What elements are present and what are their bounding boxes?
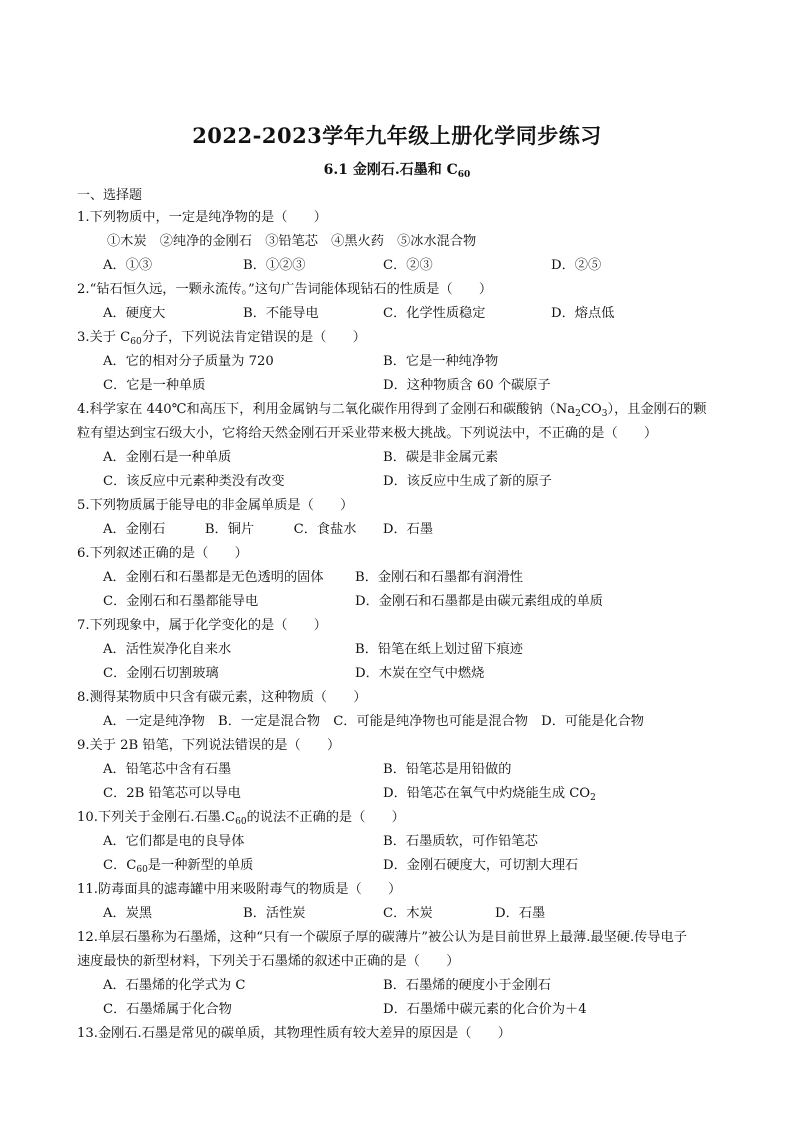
- option-a[interactable]: A．活性炭净化自来水: [103, 642, 232, 657]
- question-1-stem: 1.下列物质中，一定是纯净物的是（ ）: [77, 210, 327, 225]
- stem-text: 4.科学家在 440℃和高压下，利用金属钠与二氧化碳作用得到了金刚石和碳酸钠（Na: [77, 402, 576, 417]
- option-a[interactable]: A．石墨烯的化学式为 C: [103, 978, 246, 993]
- question-8-options[interactable]: A．一定是纯净物 B．一定是混合物 C．可能是纯净物也可能是混合物 D．可能是化合物: [103, 714, 644, 729]
- option-text: C．C: [103, 858, 137, 873]
- option-c[interactable]: C．化学性质稳定: [383, 306, 486, 321]
- question-5-options[interactable]: A．金刚石 B．铜片 C．食盐水 D．石墨: [103, 522, 434, 537]
- option-text: D．铅笔芯在氧气中灼烧能生成 CO: [383, 786, 591, 801]
- stem-text: 10.下列关于金刚石.石墨.C: [77, 810, 236, 825]
- question-4-options-row1: [77, 446, 727, 470]
- option-b[interactable]: B．铅笔芯是用铅做的: [383, 762, 512, 777]
- question-9-options-row2: [77, 782, 727, 806]
- question-4-options-row2: [77, 470, 727, 494]
- stem-text: CO: [580, 402, 602, 417]
- option-d[interactable]: D．木炭在空气中燃烧: [355, 666, 485, 681]
- option-a[interactable]: A．炭黑: [103, 906, 153, 921]
- option-a[interactable]: A．它的相对分子质量为 720: [103, 354, 274, 369]
- stem-subscript: 60: [235, 817, 247, 827]
- option-d[interactable]: D．金刚石和石墨都是由碳元素组成的单质: [355, 594, 603, 609]
- option-c[interactable]: C．金刚石切割玻璃: [103, 666, 219, 681]
- option-d[interactable]: D．这种物质含 60 个碳原子: [383, 378, 551, 393]
- option-d[interactable]: D．熔点低: [551, 306, 615, 321]
- option-a[interactable]: A．铅笔芯中含有石墨: [103, 762, 232, 777]
- question-6-stem: 6.下列叙述正确的是（ ）: [77, 546, 248, 561]
- option-c[interactable]: C．它是一种单质: [103, 378, 206, 393]
- option-d[interactable]: D．石墨: [495, 906, 546, 921]
- page-subtitle: [0, 159, 794, 180]
- option-b[interactable]: B．石墨烯的硬度小于金刚石: [383, 978, 551, 993]
- option-subscript: 2: [590, 793, 596, 803]
- option-b[interactable]: B．①②③: [243, 258, 306, 273]
- option-a[interactable]: A．金刚石是一种单质: [103, 450, 232, 465]
- question-11-stem: 11.防毒面具的滤毒罐中用来吸附毒气的物质是（ ）: [77, 882, 402, 897]
- option-a[interactable]: A．硬度大: [103, 306, 166, 321]
- subtitle-subscript: 60: [457, 170, 471, 180]
- question-7-options-row2: [77, 662, 727, 686]
- question-10-stem: [77, 806, 727, 830]
- question-12-stem-line1: 12.单层石墨称为石墨烯，这种“只有一个碳原子厚的碳薄片”被公认为是目前世界上最薄.最坚硬.传导电子: [77, 930, 687, 945]
- stem-text: 的说法不正确的是（ ）: [246, 810, 405, 825]
- option-b[interactable]: B．金刚石和石墨都有润滑性: [355, 570, 523, 585]
- option-d[interactable]: D．金刚石硬度大，可切割大理石: [383, 858, 579, 873]
- question-6-options-row1: [77, 566, 727, 590]
- question-12-options-row2: [77, 998, 727, 1022]
- question-12-options-row1: [77, 974, 727, 998]
- option-c[interactable]: C．②③: [383, 258, 433, 273]
- stem-subscript: 60: [130, 337, 142, 347]
- option-a[interactable]: A．它们都是电的良导体: [103, 834, 245, 849]
- option-d[interactable]: D．石墨烯中碳元素的化合价为＋4: [383, 1002, 587, 1017]
- option-b[interactable]: B．活性炭: [243, 906, 306, 921]
- question-1-items: ①木炭 ②纯净的金刚石 ③铅笔芯 ④黑火药 ⑤冰水混合物: [107, 234, 477, 249]
- option-c[interactable]: C．石墨烯属于化合物: [103, 1002, 232, 1017]
- question-3-options-row1: [77, 350, 727, 374]
- option-a[interactable]: A．①③: [103, 258, 153, 273]
- question-10-options-row1: [77, 830, 727, 854]
- question-9-stem: 9.关于 2B 铅笔，下列说法错误的是（ ）: [77, 738, 341, 753]
- option-a[interactable]: A．金刚石和石墨都是无色透明的固体: [103, 570, 324, 585]
- question-list: [77, 206, 727, 1046]
- option-b[interactable]: B．它是一种纯净物: [383, 354, 499, 369]
- option-c[interactable]: C．木炭: [383, 906, 433, 921]
- stem-subscript: 2: [575, 409, 581, 419]
- question-12-stem-line2: 速度最快的新型材料，下列关于石墨烯的叙述中正确的是（ ）: [77, 954, 460, 969]
- question-3-stem: [77, 326, 727, 350]
- question-7-stem: 7.下列现象中，属于化学变化的是（ ）: [77, 618, 327, 633]
- question-8-stem: 8.测得某物质中只含有碳元素，这种物质（ ）: [77, 690, 367, 705]
- option-b[interactable]: B．碳是非金属元素: [383, 450, 499, 465]
- subtitle-text: 6.1 金刚石.石墨和 C: [323, 162, 458, 178]
- question-1-options: [77, 254, 727, 278]
- option-c[interactable]: C．该反应中元素种类没有改变: [103, 474, 285, 489]
- question-5-stem: 5.下列物质属于能导电的非金属单质是（ ）: [77, 498, 354, 513]
- option-c[interactable]: C．金刚石和石墨都能导电: [103, 594, 259, 609]
- question-11-options: [77, 902, 727, 926]
- question-9-options-row1: [77, 758, 727, 782]
- page-title: 2022-2023学年九年级上册化学同步练习: [192, 123, 602, 148]
- option-subscript: 60: [136, 865, 148, 875]
- option-b[interactable]: B．石墨质软，可作铅笔芯: [383, 834, 538, 849]
- option-text: 是一种新型的单质: [147, 858, 254, 873]
- stem-text: ），且金刚石的颗: [607, 402, 707, 417]
- question-2-options: [77, 302, 727, 326]
- option-d[interactable]: D．该反应中生成了新的原子: [383, 474, 552, 489]
- question-10-options-row2: [77, 854, 727, 878]
- question-4-stem-line2: 粒有望达到宝石级大小，它将给天然金刚石开采业带来极大挑战。下列说法中，不正确的是（ ）: [77, 426, 658, 441]
- question-4-stem-line1: [77, 398, 727, 422]
- stem-text: 分子，下列说法肯定错误的是（ ）: [141, 330, 366, 345]
- question-3-options-row2: [77, 374, 727, 398]
- option-b[interactable]: B．铅笔在纸上划过留下痕迹: [355, 642, 523, 657]
- option-b[interactable]: B．不能导电: [243, 306, 319, 321]
- question-2-stem: 2.“钻石恒久远，一颗永流传。”这句广告词能体现钻石的性质是（ ）: [77, 282, 493, 297]
- section-heading: 一、选择题: [77, 188, 143, 203]
- question-13-stem: 13.金刚石.石墨是常见的碳单质，其物理性质有较大差异的原因是（ ）: [77, 1026, 511, 1041]
- option-d[interactable]: D．②⑤: [551, 258, 602, 273]
- question-6-options-row2: [77, 590, 727, 614]
- question-7-options-row1: [77, 638, 727, 662]
- option-c[interactable]: C．2B 铅笔芯可以导电: [103, 786, 241, 801]
- stem-text: 3.关于 C: [77, 330, 131, 345]
- stem-subscript: 3: [601, 409, 608, 419]
